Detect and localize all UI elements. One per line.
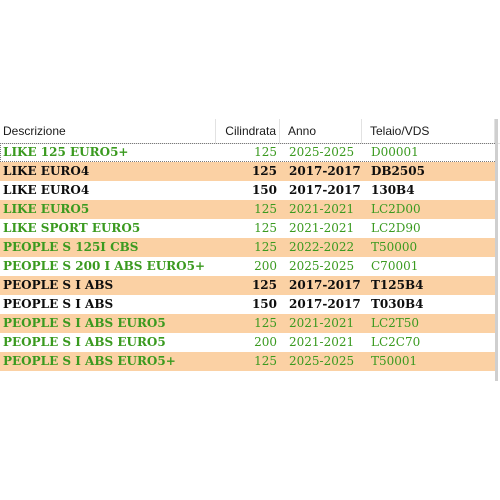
models-table — [0, 119, 500, 381]
table-row[interactable] — [0, 276, 497, 295]
cell-cilindrata: 150 — [251, 183, 277, 197]
table-row[interactable] — [0, 238, 497, 257]
vertical-scrollbar[interactable] — [495, 119, 498, 381]
table-row[interactable] — [0, 257, 497, 276]
cell-anno: 2017-2017 — [289, 164, 361, 178]
table-row[interactable] — [0, 181, 497, 200]
cell-cilindrata: 125 — [254, 202, 277, 216]
cell-descrizione: PEOPLE S I ABS EURO5 — [3, 316, 166, 330]
cell-descrizione: LIKE 125 EURO5+ — [3, 145, 129, 159]
table-row[interactable] — [0, 219, 497, 238]
cell-cilindrata: 200 — [254, 335, 277, 349]
column-header-cilindrata[interactable]: Cilindrata — [216, 119, 280, 143]
cell-cilindrata: 125 — [254, 316, 277, 330]
table-header — [0, 119, 500, 144]
cell-anno: 2025-2025 — [289, 354, 355, 368]
cell-telaio: LC2D90 — [371, 221, 421, 235]
table-row[interactable] — [0, 314, 497, 333]
cell-telaio: LC2T50 — [371, 316, 420, 330]
cell-descrizione: LIKE EURO4 — [3, 183, 90, 197]
cell-cilindrata: 125 — [251, 164, 277, 178]
cell-cilindrata: 125 — [254, 354, 277, 368]
cell-cilindrata: 125 — [254, 145, 277, 159]
cell-telaio: LC2C70 — [371, 335, 421, 349]
table-row[interactable] — [0, 333, 497, 352]
cell-descrizione: PEOPLE S I ABS — [3, 297, 114, 311]
cell-cilindrata: 125 — [254, 221, 277, 235]
cell-descrizione: PEOPLE S I ABS — [3, 278, 114, 292]
cell-anno: 2017-2017 — [289, 278, 361, 292]
table-row[interactable] — [0, 295, 497, 314]
cell-anno: 2022-2022 — [289, 240, 355, 254]
cell-descrizione: PEOPLE S I ABS EURO5+ — [3, 354, 176, 368]
cell-cilindrata: 200 — [254, 259, 277, 273]
column-header-anno[interactable]: Anno — [280, 119, 362, 143]
cell-descrizione: LIKE SPORT EURO5 — [3, 221, 141, 235]
cell-telaio: T030B4 — [371, 297, 424, 311]
cell-telaio: DB2505 — [371, 164, 425, 178]
cell-anno: 2025-2025 — [289, 259, 355, 273]
cell-anno: 2021-2021 — [289, 221, 355, 235]
column-header-descrizione[interactable]: Descrizione — [0, 119, 216, 143]
cell-cilindrata: 125 — [254, 240, 277, 254]
cell-anno: 2021-2021 — [289, 335, 355, 349]
cell-telaio: C70001 — [371, 259, 419, 273]
table-row[interactable] — [0, 162, 497, 181]
cell-telaio: LC2D00 — [371, 202, 421, 216]
table-row[interactable] — [0, 352, 497, 371]
cell-anno: 2021-2021 — [289, 316, 355, 330]
cell-telaio: T50000 — [371, 240, 418, 254]
cell-telaio: T50001 — [371, 354, 418, 368]
table-row[interactable] — [0, 200, 497, 219]
cell-descrizione: PEOPLE S 200 I ABS EURO5+ — [3, 259, 206, 273]
cell-anno: 2025-2025 — [289, 145, 355, 159]
cell-anno: 2017-2017 — [289, 183, 361, 197]
table-row[interactable] — [0, 143, 497, 162]
cell-telaio: 130B4 — [371, 183, 415, 197]
table-body — [0, 143, 497, 371]
cell-telaio: D00001 — [371, 145, 419, 159]
cell-anno: 2017-2017 — [289, 297, 361, 311]
cell-cilindrata: 150 — [251, 297, 277, 311]
cell-descrizione: PEOPLE S I ABS EURO5 — [3, 335, 166, 349]
cell-descrizione: LIKE EURO4 — [3, 164, 90, 178]
cell-descrizione: LIKE EURO5 — [3, 202, 90, 216]
cell-cilindrata: 125 — [251, 278, 277, 292]
column-header-telaio[interactable]: Telaio/VDS — [362, 119, 495, 143]
cell-telaio: T125B4 — [371, 278, 424, 292]
cell-anno: 2021-2021 — [289, 202, 355, 216]
cell-descrizione: PEOPLE S 125I CBS — [3, 240, 139, 254]
